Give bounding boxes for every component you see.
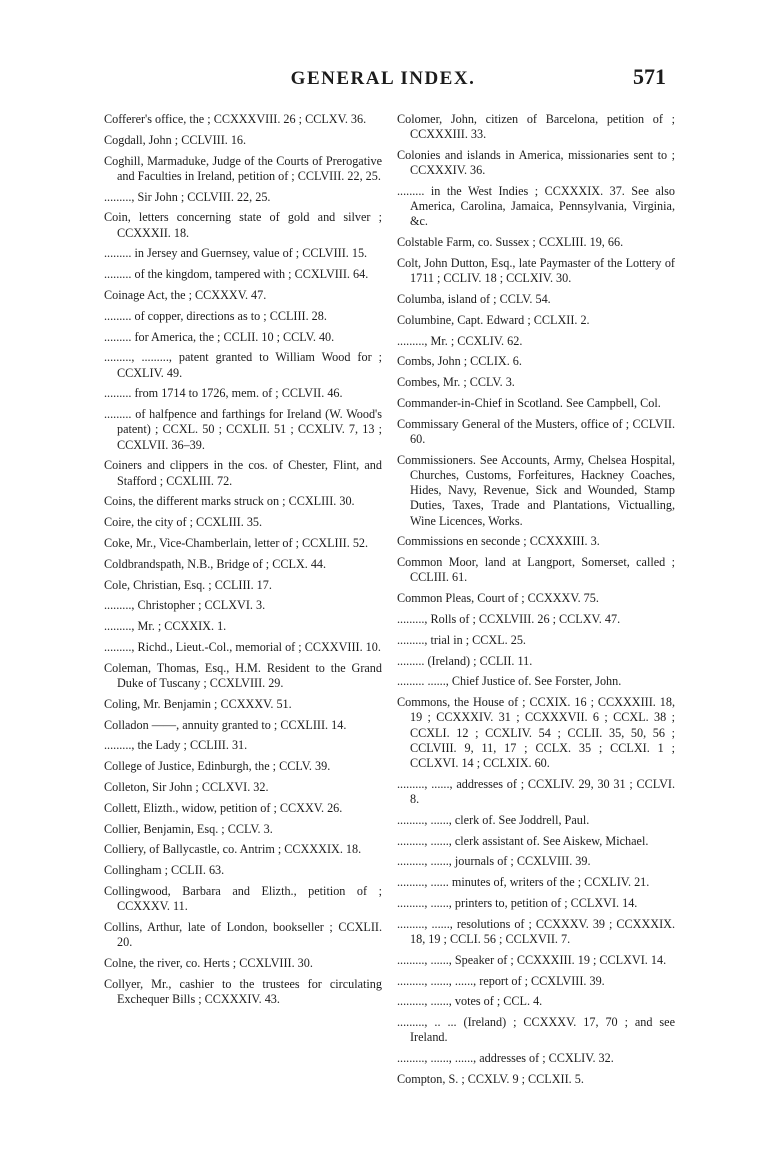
index-entry: Columba, island of ; CCLV. 54. (397, 292, 551, 306)
index-entry: Colliery, of Ballycastle, co. Antrim ; CCXXXIX. 18. (104, 842, 362, 857)
index-entry: Cogdall, John ; CCLVIII. 16. (104, 132, 247, 147)
index-entry: ........., ......, ......, report of ; CCXLVIII. 39. (397, 973, 605, 988)
index-entry: Coling, Mr. Benjamin ; CCXXXV. 51. (104, 696, 292, 711)
index-entry: College of Justice, Edinburgh, the ; CCLV. 39. (104, 759, 331, 774)
index-entry: ........., Sir John ; CCLVIII. 22, 25. (104, 189, 271, 204)
index-entry: ........., .. ... (Ireland) ; CCXXXV. 17, 70 ; and see Ireland. (397, 1015, 675, 1045)
index-entry: Coins, the different marks struck on ; CCXLIII. 30. (104, 494, 355, 509)
index-entry: Colstable Farm, co. Sussex ; CCXLIII. 19, 66. (397, 235, 624, 250)
index-entry: ........., ......, votes of ; CCL. 4. (397, 994, 543, 1009)
index-column-left (104, 112, 382, 1013)
index-entry: Coghill, Marmaduke, Judge of the Courts of Prerogative and Faculties in Ireland, petition of ; CCLVIII. 22, 25. (104, 153, 382, 183)
index-entry: Colt, John Dutton, Esq., late Paymaster of the Lottery of 1711 ; CCLIV. 18 ; CCLXIV. 30. (397, 256, 675, 286)
index-entry: Colladon ——, annuity granted to ; CCXLIII. 14. (104, 717, 347, 732)
index-entry: ........., ......, resolutions of ; CCXXXV. 39 ; CCXXXIX. 18, 19 ; CCLI. 56 ; CCLXVII. 7. (397, 916, 675, 946)
index-entry: Columbine, Capt. Edward ; CCLXII. 2. (397, 312, 590, 327)
index-entry: Combs, John ; CCLIX. 6. (397, 354, 522, 369)
index-entry: Coin, letters concerning state of gold and silver ; CCXXXII. 18. (104, 210, 382, 240)
page-number: 571 (633, 64, 666, 89)
index-entry: Common Moor, land at Langport, Somerset, called ; CCLIII. 61. (397, 555, 675, 585)
index-entry: Collingham ; CCLII. 63. (104, 863, 225, 878)
index-entry: ......... ......, Chief Justice of. See Forster, John. (397, 674, 622, 689)
index-entry: Collyer, Mr., cashier to the trustees for circulating Exchequer Bills ; CCXXXIV. 43. (104, 976, 382, 1006)
index-entry: ........., Richd., Lieut.-Col., memorial of ; CCXXVIII. 10. (104, 639, 381, 654)
index-entry: ........., ......, addresses of ; CCXLIV. 29, 30 31 ; CCLVI. 8. (397, 776, 675, 806)
index-entry: Commissary General of the Musters, office of ; CCLVII. 60. (397, 416, 675, 446)
running-title: GENERAL INDEX. (290, 68, 476, 89)
index-entry: Coldbrandspath, N.B., Bridge of ; CCLX. 44. (104, 556, 327, 571)
index-entry: Coiners and clippers in the cos. of Chester, Flint, and Stafford ; CCXLIII. 72. (104, 458, 382, 488)
index-entry: ........., trial in ; CCXL. 25. (397, 632, 526, 647)
index-entry: Commons, the House of ; CCXIX. 16 ; CCXXXIII. 18, 19 ; CCXXXIV. 31 ; CCXXXVII. 6 ; CCXL. 38 ; CCXLI. 12 ; CCXLIV. 54 ; CCLII. 35, 50, 56 ; CCLVIII. 9, 11, 17 ; CCLX. 35 ; CCLXI. 1 ; CCLXVI. 14 ; CCLXIX. 60. (397, 695, 675, 770)
index-entry: ........., Mr. ; CCXLIV. 62. (397, 333, 523, 348)
index-entry: Coire, the city of ; CCXLIII. 35. (104, 515, 263, 530)
index-entry: ......... of halfpence and farthings for Ireland (W. Wood's patent) ; CCXL. 50 ; CCXLII. 51 ; CCXLIV. 7, 13 ; CCXLVII. 36–39. (104, 407, 382, 452)
index-entry: Coinage Act, the ; CCXXXV. 47. (104, 287, 267, 302)
index-entry: ......... in the West Indies ; CCXXXIX. 37. See also America, Carolina, Jamaica, Pennsylvania, Virginia, &c. (397, 184, 675, 229)
index-entry: Coke, Mr., Vice-Chamberlain, letter of ; CCXLIII. 52. (104, 535, 369, 550)
index-entry: ........., the Lady ; CCLIII. 31. (104, 738, 248, 753)
index-entry: Colomer, John, citizen of Barcelona, petition of ; CCXXXIII. 33. (397, 112, 675, 142)
index-entry: ........., ......, clerk of. See Joddrell, Paul. (397, 812, 590, 827)
index-entry: Collett, Elizth., widow, petition of ; CCXXV. 26. (104, 800, 343, 815)
index-entry: Collier, Benjamin, Esq. ; CCLV. 3. (104, 821, 273, 836)
index-entry: Common Pleas, Court of ; CCXXXV. 75. (397, 591, 599, 606)
index-entry: ........., Christopher ; CCLXVI. 3. (104, 598, 266, 613)
index-entry: ........., ......, printers to, petition of ; CCLXVI. 14. (397, 895, 638, 910)
index-entry: Collins, Arthur, late of London, bookseller ; CCXLII. 20. (104, 919, 382, 950)
index-entry: Colne, the river, co. Herts ; CCXLVIII. 30. (104, 955, 313, 970)
index-entry: ........., Rolls of ; CCXLVIII. 26 ; CCLXV. 47. (397, 611, 621, 626)
index-entry: Combes, Mr. ; CCLV. 3. (397, 375, 515, 390)
index-entry: ......... (Ireland) ; CCLII. 11. (397, 653, 533, 668)
page-header (100, 62, 666, 98)
index-entry: ......... from 1714 to 1726, mem. of ; CCLVII. 46. (104, 386, 343, 401)
index-entry: Commander-in-Chief in Scotland. See Campbell, Col. (397, 395, 661, 410)
index-entry: Commissions en seconde ; CCXXXIII. 3. (397, 534, 600, 549)
index-entry: Colonies and islands in America, missionaries sent to ; CCXXXIV. 36. (397, 148, 675, 178)
index-entry: Collingwood, Barbara and Elizth., petition of ; CCXXXV. 11. (104, 883, 382, 914)
index-entry: Compton, S. ; CCXLV. 9 ; CCLXII. 5. (397, 1071, 584, 1086)
index-entry: ........., ...... minutes of, writers of the ; CCXLIV. 21. (397, 875, 650, 890)
index-entry: ......... for America, the ; CCLII. 10 ; CCLV. 40. (104, 329, 335, 344)
index-entry: ........., ........., patent granted to William Wood for ; CCXLIV. 49. (104, 350, 382, 380)
index-entry: Coleman, Thomas, Esq., H.M. Resident to the Grand Duke of Tuscany ; CCXLVIII. 29. (104, 660, 382, 690)
index-entry: Cole, Christian, Esq. ; CCLIII. 17. (104, 577, 272, 592)
index-entry: Cofferer's office, the ; CCXXXVIII. 26 ; CCLXV. 36. (104, 112, 367, 126)
index-entry: Colleton, Sir John ; CCLXVI. 32. (104, 779, 269, 794)
index-entry: ........., ......, clerk assistant of. See Aiskew, Michael. (397, 833, 649, 848)
index-column-right (397, 112, 675, 1093)
index-entry: ......... of copper, directions as to ; CCLIII. 28. (104, 308, 327, 323)
index-entry: ......... in Jersey and Guernsey, value of ; CCLVIII. 15. (104, 246, 368, 261)
index-entry: ........., Mr. ; CCXXIX. 1. (104, 619, 227, 634)
index-entry: ........., ......, Speaker of ; CCXXXIII. 19 ; CCLXVI. 14. (397, 952, 667, 967)
index-entry: ......... of the kingdom, tampered with ; CCXLVIII. 64. (104, 267, 369, 282)
index-entry: ........., ......, journals of ; CCXLVIII. 39. (397, 854, 591, 869)
index-entry: Commissioners. See Accounts, Army, Chelsea Hospital, Churches, Customs, Forfeitures, Hackney Coaches, Hides, Navy, Revenue, Sick and Wounded, Stamp Duties, Taxes, Trade and Plantations, Victualling, Wine Licences, Works. (397, 452, 675, 528)
index-entry: ........., ......, ......, addresses of ; CCXLIV. 32. (397, 1051, 614, 1066)
